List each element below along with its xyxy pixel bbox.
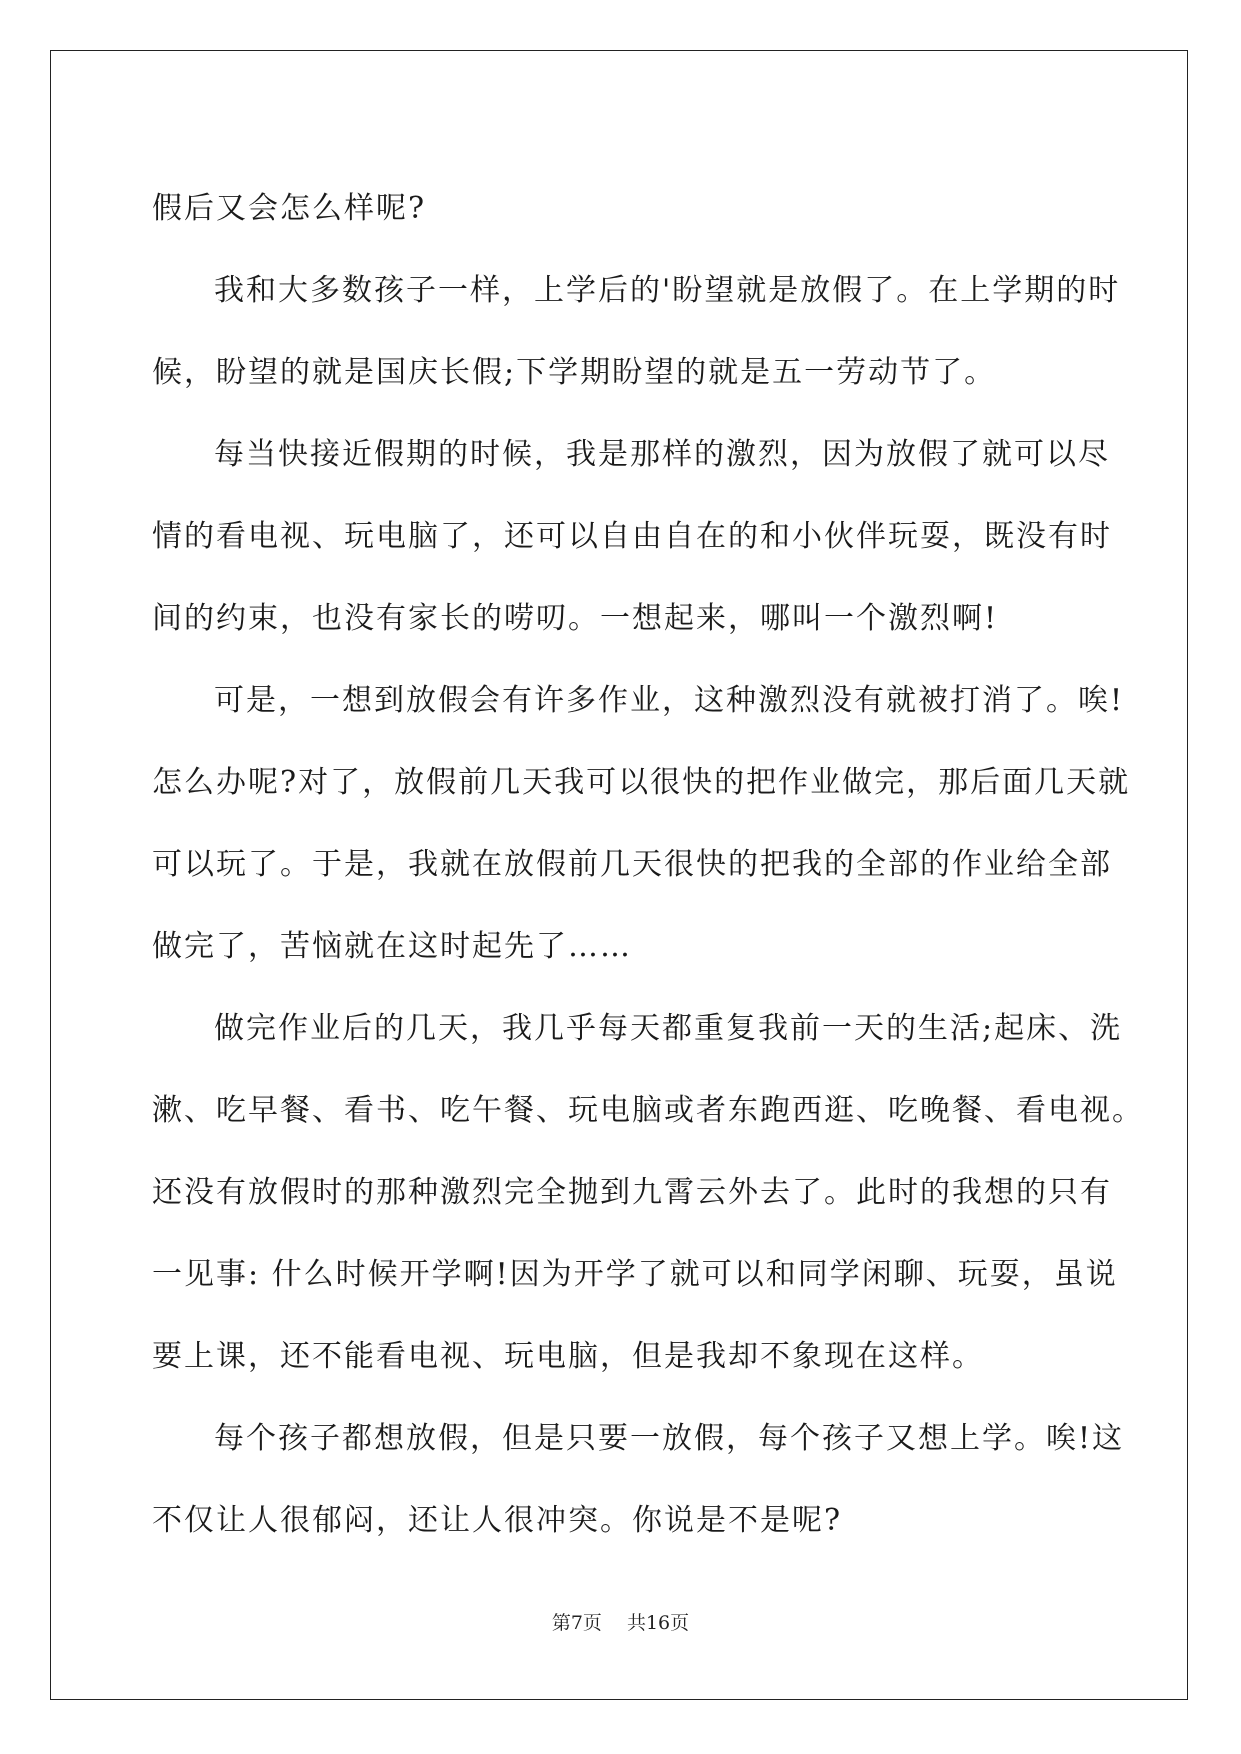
text-line: 间的约束，也没有家长的唠叨。一想起来，哪叫一个激烈啊! bbox=[152, 601, 999, 636]
paragraph-start-line: 每个孩子都想放假，但是只要一放假，每个孩子又想上学。唉!这 bbox=[214, 1421, 1125, 1456]
page-number-footer: 第7页 共16页 bbox=[551, 1612, 690, 1634]
text-line: 漱、吃早餐、看书、吃午餐、玩电脑或者东跑西逛、吃晚餐、看电视。 bbox=[152, 1093, 1144, 1128]
text-line: 可以玩了。于是，我就在放假前几天很快的把我的全部的作业给全部 bbox=[152, 847, 1112, 882]
paragraph-start-line: 做完作业后的几天，我几乎每天都重复我前一天的生活;起床、洗 bbox=[214, 1011, 1123, 1046]
text-line: 一见事: 什么时候开学啊!因为开学了就可以和同学闲聊、玩耍，虽说 bbox=[152, 1257, 1118, 1292]
text-line: 做完了，苦恼就在这时起先了…… bbox=[152, 929, 632, 964]
text-line: 假后又会怎么样呢? bbox=[152, 191, 427, 226]
text-line: 不仅让人很郁闷，还让人很冲突。你说是不是呢? bbox=[152, 1503, 843, 1538]
document-body bbox=[152, 168, 1144, 1562]
text-line: 候，盼望的就是国庆长假;下学期盼望的就是五一劳动节了。 bbox=[152, 355, 997, 390]
paragraph-start-line: 我和大多数孩子一样，上学后的'盼望就是放假了。在上学期的时 bbox=[214, 273, 1121, 308]
text-line: 怎么办呢?对了，放假前几天我可以很快的把作业做完，那后面几天就 bbox=[152, 765, 1131, 800]
paragraph-start-line: 每当快接近假期的时候，我是那样的激烈，因为放假了就可以尽 bbox=[214, 437, 1110, 472]
text-line: 情的看电视、玩电脑了，还可以自由自在的和小伙伴玩耍，既没有时 bbox=[152, 519, 1112, 554]
paragraph-start-line: 可是，一想到放假会有许多作业，这种激烈没有就被打消了。唉! bbox=[214, 683, 1125, 718]
text-line: 还没有放假时的那种激烈完全抛到九霄云外去了。此时的我想的只有 bbox=[152, 1175, 1112, 1210]
text-line: 要上课，还不能看电视、玩电脑，但是我却不象现在这样。 bbox=[152, 1339, 984, 1374]
